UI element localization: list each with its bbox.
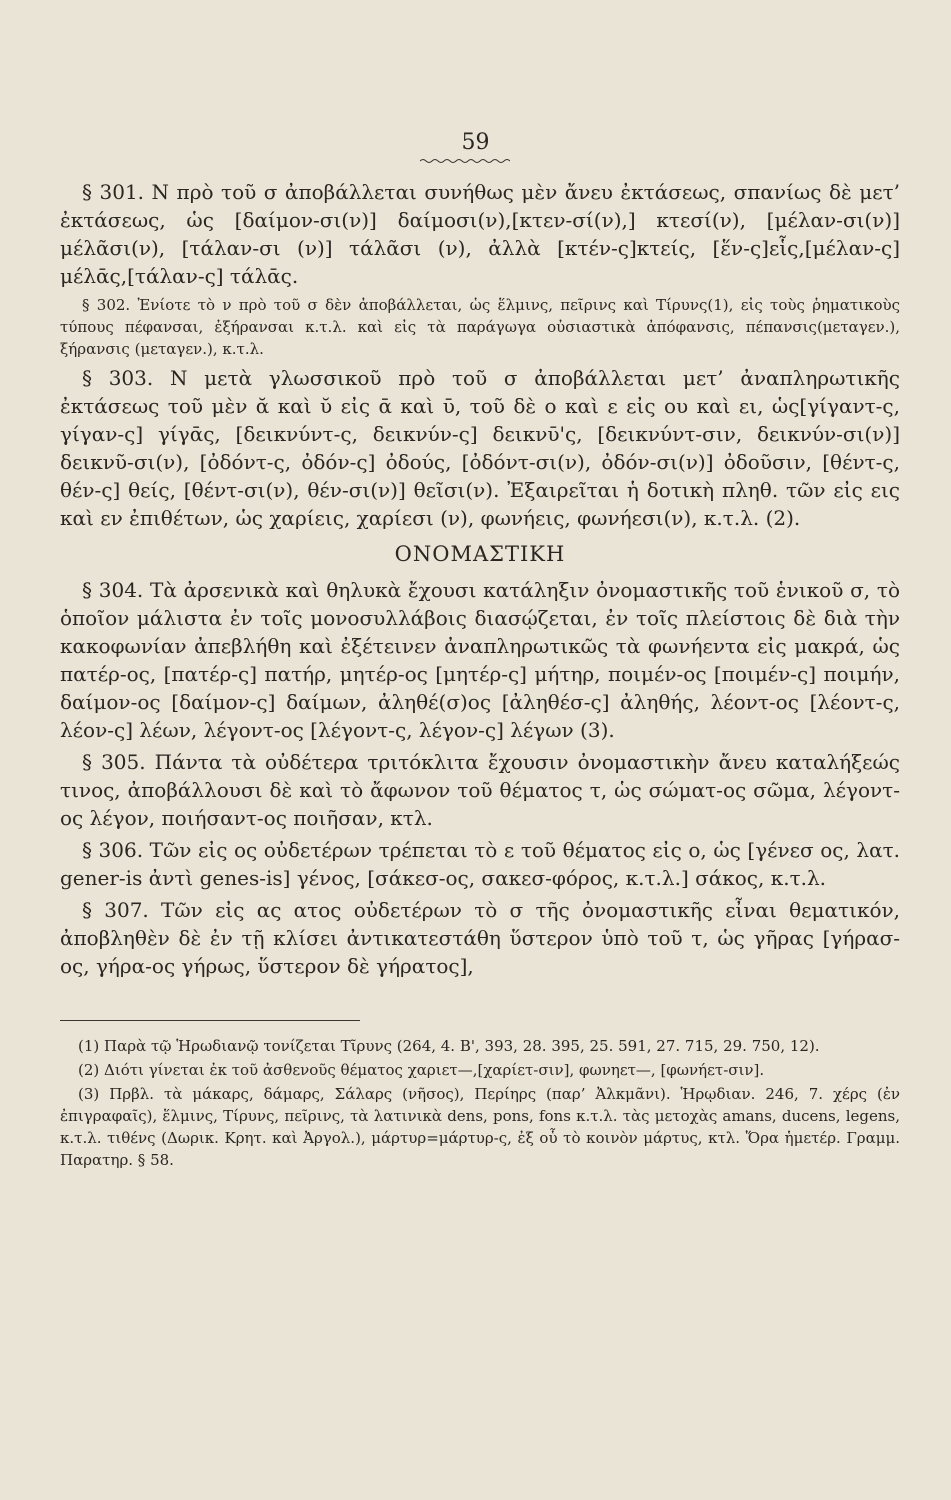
section-305: § 305. Πάντα τὰ οὐδέτερα τριτόκλιτα ἔχουσιν ὀνομαστικὴν ἄνευ καταλήξεώς τινος, ἀποβάλλουσι δὲ καὶ τὸ ἄφωνον τοῦ θέματος τ, ὡς σώματ-ος σῶμα, λέγοντ-ος λέγον, ποιήσαντ-ος ποιῆσαν, κτλ.	[60, 750, 900, 830]
page-number: 59	[461, 130, 490, 155]
section-306: § 306. Τῶν εἰς ος οὐδετέρων τρέπεται τὸ ε τοῦ θέματος εἰς ο, ὡς [γένεσ ος, λατ. gener-is ἀντὶ genes-is] γένος, [σάκεσ-ος, σακεσ-φόρος, κ.τ.λ.] σάκος, κ.τ.λ.	[60, 838, 900, 890]
wavy-rule-ornament	[420, 158, 510, 164]
footnote-2: (2) Διότι γίνεται ἐκ τοῦ ἀσθενοῦς θέματος χαριετ—,[χαρίετ-σιν], φωνηετ—, [φωνήετ-σιν].	[78, 1061, 765, 1079]
footnote-divider	[60, 1020, 360, 1021]
section-304: § 304. Τὰ ἀρσενικὰ καὶ θηλυκὰ ἔχουσι κατάληξιν ὀνομαστικῆς τοῦ ἑνικοῦ σ, τὸ ὁποῖον μάλιστα ἐν τοῖς μονοσυλλάβοις διασῴζεται, ἐν τοῖς πλείστοις δὲ διὰ τὴν κακοφωνίαν ἀπεβλήθη καὶ ἐξέτεινεν ἀναπληρωτικῶς τὰ φωνήεντα εἰς μακρά, ὡς πατέρ-ος, [πατέρ-ς] πατήρ, μητέρ-ος [μητέρ-ς] μήτηρ, ποιμέν-ος [ποιμέν-ς] ποιμήν, δαίμον-ος [δαίμον-ς] δαίμων, ἀληθέ(σ)ος [ἀληθέσ-ς] ἀληθής, λέοντ-ος [λέοντ-ς, λέον-ς] λέων, λέγοντ-ος [λέγοντ-ς, λέγον-ς] λέγων (3).	[60, 578, 900, 742]
section-307: § 307. Τῶν εἰς ας ατος οὐδετέρων τὸ σ τῆς ὀνομαστικῆς εἶναι θεματικόν, ἀποβληθὲν δὲ ἐν τῇ κλίσει ἀντικατεστάθη ὕστερον ὑπὸ τοῦ τ, ὡς γῆρας [γήρασ-ος, γήρα-ος γήρως, ὕστερον δὲ γήρατος],	[60, 898, 900, 978]
section-302: § 302. Ἐνίοτε τὸ ν πρὸ τοῦ σ δὲν ἀποβάλλεται, ὡς ἕλμινς, πεῖρινς καὶ Τίρυνς(1), εἰς τοὺς ῥηματικοὺς τύπους πέφανσαι, ἐξήρανσαι κ.τ.λ. καὶ εἰς τὰ παράγωγα οὐσιαστικὰ ἀπόφανσις, πέπανσις(μεταγεν.), ξήρανσις (μεταγεν.), κ.τ.λ.	[60, 296, 900, 358]
section-301: § 301. Ν πρὸ τοῦ σ ἀποβάλλεται συνήθως μὲν ἄνευ ἐκτάσεως, σπανίως δὲ μετ’ ἐκτάσεως, ὡς [δαίμον-σι(ν)] δαίμοσι(ν),[κτεν-σί(ν),] κτεσί(ν), [μέλαν-σι(ν)] μέλᾶσι(ν), [τάλαν-σι (ν)] τάλᾶσι (ν), ἀλλὰ [κτέν-ς]κτείς, [ἕν-ς]εἷς,[μέλαν-ς] μέλᾱς,[τάλαν-ς] τάλᾱς.	[60, 180, 900, 288]
chapter-heading: ΟΝΟΜΑΣΤΙΚΗ	[394, 542, 566, 566]
footnote-1: (1) Παρὰ τῷ Ἡρωδιανῷ τονίζεται Τῖρυνς (264, 4. Β', 393, 28. 395, 25. 591, 27. 715, 29. 750, 12).	[78, 1037, 820, 1055]
footnote-3: (3) Πρβλ. τὰ μάκαρς, δάμαρς, Σάλαρς (νῆσος), Περίηρς (παρ’ Ἀλκμᾶνι). Ἡρῳδιαν. 246, 7. χέρς (ἐν ἐπιγραφαῖς), ἕλμινς, Τίρυνς, πεῖρινς, τὰ λατινικὰ dens, pons, fons κ.τ.λ. τὰς μετοχὰς amans, ducens, legens, κ.τ.λ. τιθένς (Δωρικ. Κρητ. καὶ Ἀργολ.), μάρτυρ=μάρτυρ-ς, ἐξ οὗ τὸ κοινὸν μάρτυς, κτλ. Ὅρα ἡμετέρ. Γραμμ. Παρατηρ. § 58.	[60, 1085, 900, 1169]
page-body	[60, 178, 900, 1173]
section-303: § 303. Ν μετὰ γλωσσικοῦ πρὸ τοῦ σ ἀποβάλλεται μετ’ ἀναπληρωτικῆς ἐκτάσεως τοῦ μὲν ᾰ καὶ ῠ εἰς ᾱ καὶ ῡ, τοῦ δὲ ο καὶ ε εἰς ου καὶ ει, ὡς[γίγαντ-ς, γίγαν-ς] γίγᾱς, [δεικνύντ-ς, δεικνύν-ς] δεικνῡ'ς, [δεικνύντ-σιν, δεικνύν-σι(ν)] δεικνῦ-σι(ν), [ὀδόντ-ς, ὀδόν-ς] ὀδούς, [ὀδόντ-σι(ν), ὀδόν-σι(ν)] ὀδοῦσιν, [θέντ-ς, θέν-ς] θείς, [θέντ-σι(ν), θέν-σι(ν)] θεῖσι(ν). Ἐξαιρεῖται ἡ δοτικὴ πληθ. τῶν εἰς εις καὶ εν ἐπιθέτων, ὡς χαρίεις, χαρίεσι (ν), φωνήεις, φωνήεσι(ν), κ.τ.λ. (2).	[60, 366, 900, 530]
